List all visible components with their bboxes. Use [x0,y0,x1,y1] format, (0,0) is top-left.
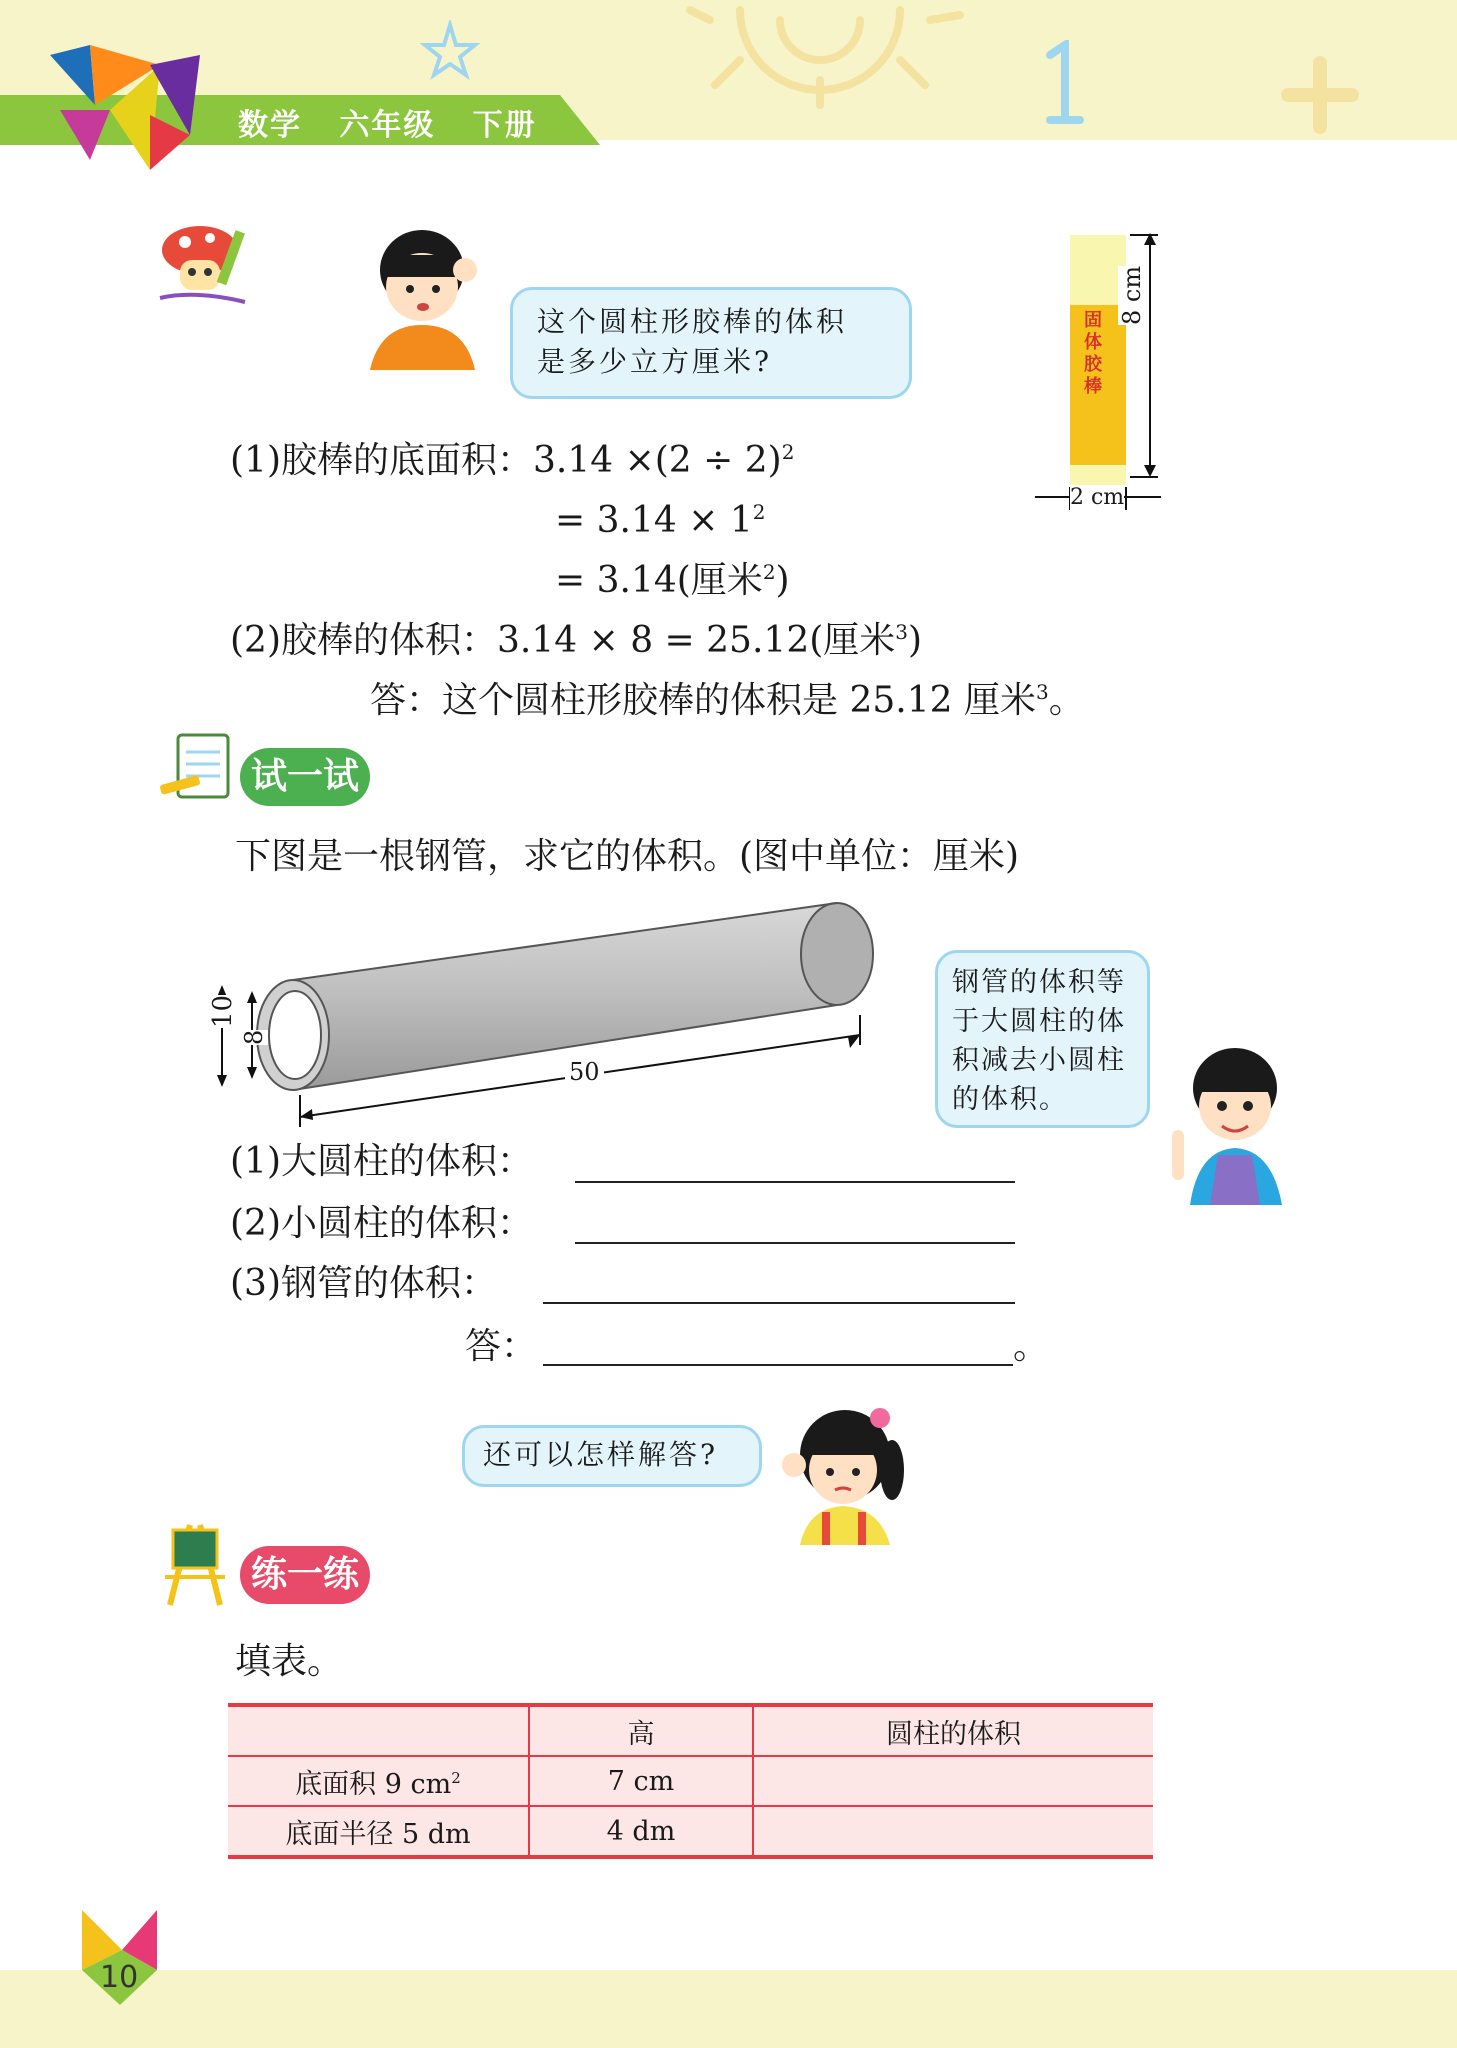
pipe-inner-dim: 8 [240,1029,268,1045]
question-line-1: 这个圆柱形胶棒的体积 [537,305,848,338]
try-answer-blank[interactable] [543,1364,1013,1366]
solution-step-1: (1)胶棒的底面积：$3.14 \times(2 \div 2)^2$ [230,440,795,481]
try-q2-blank[interactable] [575,1242,1015,1244]
solution-answer: 答：这个圆柱形胶棒的体积是 25.12 厘米$^3$。 [370,680,1085,721]
try-answer-prefix: 答： [465,1326,538,1367]
girl-bubble: 还可以怎样解答? [462,1425,762,1487]
solution-step-2: (2)胶棒的体积：3.14 × 8 = 25.12(厘米$^3$) [230,620,923,661]
table-answer-cell[interactable] [753,1756,1153,1806]
practice-table [228,1703,1153,1859]
try-q3-blank[interactable] [543,1302,1015,1304]
one-doodle [1040,40,1090,130]
table-row [228,1756,1153,1806]
plus-doodle [1280,55,1360,135]
steel-pipe-diagram [200,895,900,1130]
boy-pointing-icon [1170,1040,1300,1205]
mushroom-mascot-icon [155,220,250,310]
practice-section-label: 练一练 [240,1546,370,1604]
hint-line-3: 积减去小圆柱 [952,1045,1126,1076]
tangram-logo [50,45,210,175]
boy-thinking-icon [360,225,485,370]
table-cell: 底面积 9 $cm^2$ [228,1756,529,1806]
pipe-outer-dim: 10 [208,994,238,1028]
hint-line-1: 钢管的体积等 [952,967,1126,998]
try-q2: (2)小圆柱的体积： [230,1203,533,1244]
table-row [228,1806,1153,1857]
table-header-cell [228,1705,529,1756]
table-answer-cell[interactable] [753,1806,1153,1857]
header-title: 数学 六年级 下册 [238,108,537,143]
glue-height-label: 8 cm [1118,265,1146,325]
pipe-length-dim: 50 [565,1058,604,1086]
hint-bubble [935,950,1150,1128]
table-cell: 7 cm [529,1756,753,1806]
table-header-cell: 圆柱的体积 [753,1705,1153,1756]
table-header-row [228,1705,1153,1756]
question-bubble [510,287,912,399]
practice-prompt: 填表。 [235,1641,344,1682]
solution-step-1c: = 3.14(厘米$^2$) [555,560,790,601]
try-q1-blank[interactable] [575,1181,1015,1183]
star-doodle [420,20,480,80]
page-number: 10 [100,1960,139,1995]
glue-width-label: 2 cm [1070,485,1125,510]
table-header-cell: 高 [529,1705,753,1756]
solution-step-1b: = $3.14 \times 1^2$ [555,500,766,541]
try-section-label: 试一试 [240,748,370,806]
try-answer-end: 。 [1013,1326,1050,1367]
hint-line-2: 于大圆柱的体 [952,1006,1126,1037]
easel-icon [155,1515,235,1610]
question-line-2: 是多少立方厘米? [537,345,773,378]
notepad-icon [160,730,235,805]
try-prompt: 下图是一根钢管，求它的体积。(图中单位：厘米) [235,836,1020,877]
girl-thinking-icon [780,1400,910,1545]
try-q3: (3)钢管的体积： [230,1263,497,1304]
table-cell: 底面半径 5 dm [228,1806,529,1857]
glue-stick-label: 固体胶棒 [1084,310,1102,397]
hint-line-4: 的体积。 [952,1084,1068,1115]
sun-doodle [680,0,980,110]
table-cell: 4 dm [529,1806,753,1857]
bottom-band [0,1970,1457,2048]
try-q1: (1)大圆柱的体积： [230,1141,533,1182]
